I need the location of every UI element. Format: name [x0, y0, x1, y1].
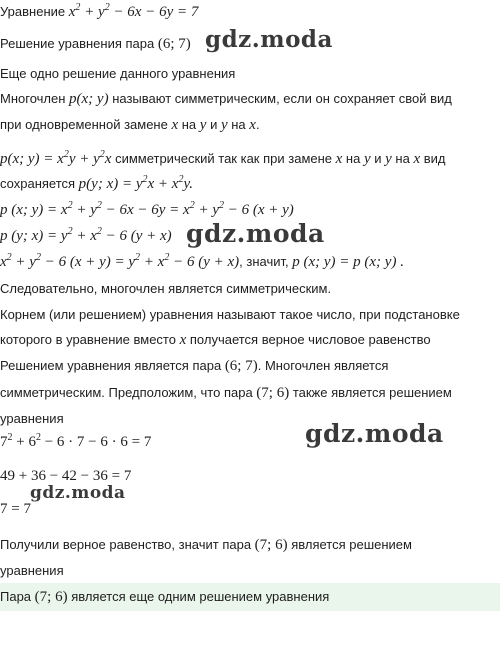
- text-line: Следовательно, многочлен является симметрическим.: [0, 281, 332, 296]
- text-line: Корнем (или решением) уравнения называют такое число, при подстановке: [0, 307, 460, 322]
- formula-line: [0, 499, 31, 519]
- answer-line: [0, 587, 329, 607]
- watermark: gdz.moda: [30, 483, 126, 503]
- solution-pair: (6; 7): [157, 36, 191, 52]
- text-fragment: сохраняется: [0, 176, 79, 191]
- formula-line: [0, 252, 404, 272]
- text-fragment: вид: [420, 151, 446, 166]
- watermark: gdz.moda: [186, 219, 325, 248]
- text-line: [0, 356, 388, 376]
- math-fragment: y: [385, 151, 392, 167]
- text-line: уравнения: [0, 563, 64, 578]
- math-fragment: (7; 6): [256, 385, 290, 401]
- math-fragment: 49 + 36 − 42 − 36 = 7: [0, 468, 132, 484]
- text-fragment: при одновременной замене: [0, 117, 172, 132]
- example-line: [0, 149, 445, 169]
- formula-line: [0, 432, 151, 452]
- equation-label: Уравнение: [0, 4, 69, 19]
- math-fragment: p(y; $x) = y^2x + x^2y$.: [78, 174, 194, 192]
- text-fragment: является еще одним решением уравнения: [67, 589, 330, 604]
- text-fragment: на: [227, 117, 250, 132]
- equation-formula: $x^2 + y^2 - 6x - 6y = 7$: [68, 2, 199, 20]
- math-fragment: $7^2 + 6^2 - 6 \cdot 7 - 6 \cdot 6 = 7$: [0, 432, 152, 450]
- math-fragment: p (y; $x) = y^2 + x^2 - 6$ (y + x): [0, 226, 172, 244]
- text-line: [0, 330, 431, 350]
- example-line-2: [0, 174, 193, 194]
- math-fragment: p (x; $y) = x^2 + y^2 - 6x - 6y = x^2 + y^2 - 6$ (x + y): [0, 200, 294, 218]
- math-fragment: 7 = 7: [0, 501, 31, 517]
- text-line: уравнения: [0, 411, 64, 426]
- text-fragment: также является решением: [289, 385, 452, 400]
- math-fragment: x: [171, 117, 179, 133]
- math-fragment: x: [413, 151, 421, 167]
- text-fragment: на: [178, 117, 200, 132]
- text-fragment: .: [255, 117, 260, 132]
- equation-line: [0, 2, 198, 22]
- text-fragment: и: [206, 117, 221, 132]
- math-fragment: x: [249, 117, 256, 133]
- text-fragment: , значит,: [239, 254, 293, 269]
- formula-line: [0, 200, 294, 220]
- text-fragment: на: [342, 151, 364, 166]
- text-line: Еще одно решение данного уравнения: [0, 66, 236, 81]
- solution-line: [0, 34, 191, 54]
- math-fragment: (7; 6): [34, 589, 68, 605]
- text-fragment: симметрическим. Предположим, что пара: [0, 385, 257, 400]
- math-fragment: y: [199, 117, 207, 133]
- text-line: [0, 535, 412, 555]
- math-fragment: $x^2 + y^2 - 6$ $(x + y) = y^2 + x^2 - 6$ (y + x): [0, 252, 240, 270]
- math-fragment: (7; 6): [254, 537, 288, 553]
- text-fragment: которого в уравнение вместо: [0, 332, 180, 347]
- definition-line-2: [0, 115, 260, 135]
- text-fragment: симметрический так как при замене: [111, 151, 336, 166]
- formula-line: [0, 226, 172, 246]
- math-fragment: p(x; y): [69, 91, 109, 107]
- math-fragment: y: [363, 151, 371, 167]
- watermark: gdz.moda: [205, 26, 333, 53]
- math-fragment: x: [179, 332, 187, 348]
- text-fragment: получается верное числовое равенство: [186, 332, 431, 347]
- watermark: gdz.moda: [305, 419, 444, 448]
- definition-line: [0, 89, 452, 109]
- math-fragment: p (x; y) = p (x; y) .: [292, 254, 404, 270]
- text-fragment: Решением уравнения является пара: [0, 358, 225, 373]
- text-fragment: является решением: [287, 537, 412, 552]
- text-fragment: Пара: [0, 589, 35, 604]
- text-fragment: Получили верное равенство, значит пара: [0, 537, 255, 552]
- text-fragment: Многочлен: [0, 91, 70, 106]
- text-fragment: . Многочлен является: [257, 358, 389, 373]
- text-fragment: и: [370, 151, 386, 166]
- math-fragment: y: [220, 117, 228, 133]
- text-line: [0, 383, 452, 403]
- math-fragment: x: [335, 151, 343, 167]
- text-fragment: называют симметрическим, если он сохраняет свой вид: [108, 91, 452, 106]
- solution-label: Решение уравнения пара: [0, 36, 158, 51]
- math-fragment: (6; 7): [224, 358, 258, 374]
- text-fragment: на: [391, 151, 414, 166]
- math-fragment: p(x; $y) = x^2y + y^2x$: [0, 149, 112, 167]
